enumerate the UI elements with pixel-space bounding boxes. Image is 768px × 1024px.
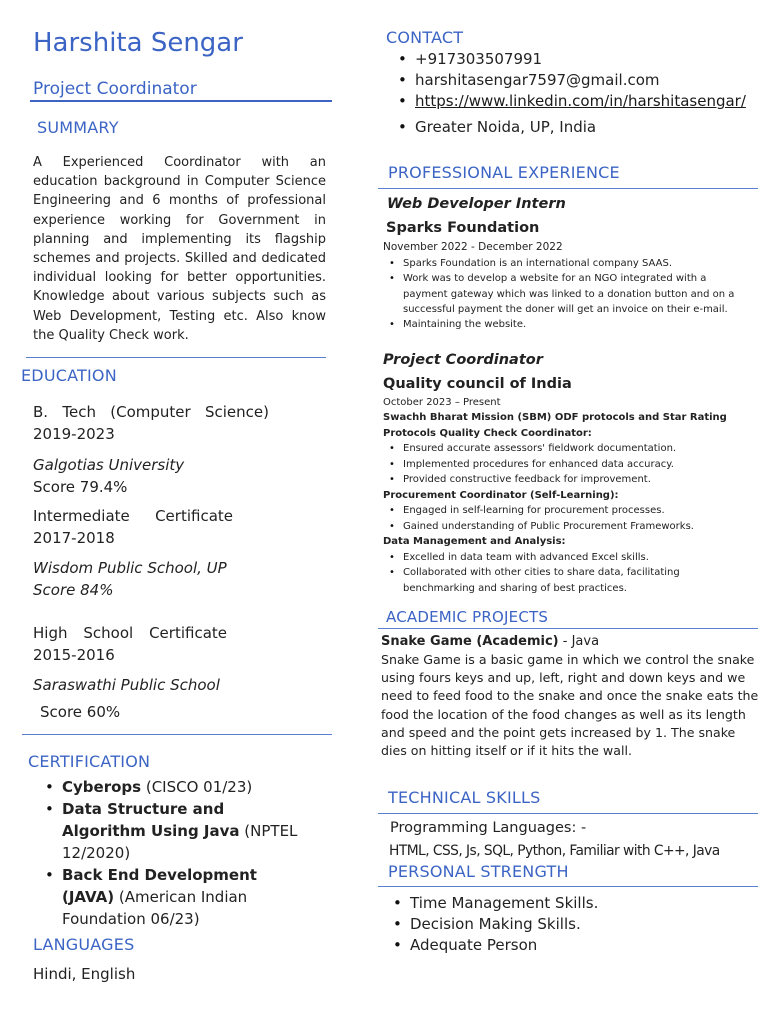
certification-name: Cyberops — [62, 778, 142, 796]
job-group-label: Swachh Bharat Mission (SBM) ODF protocols and Star Rating Protocols Quality Check Coordinator: — [383, 412, 727, 439]
languages-heading: LANGUAGES — [33, 935, 135, 954]
education-heading: EDUCATION — [21, 366, 117, 385]
linkedin-link[interactable]: https://www.linkedin.com/in/harshitasengar/ — [415, 92, 746, 110]
job-dates: November 2022 - December 2022 — [383, 241, 563, 253]
job-bullet: • Collaborated with other cities to share data, facilitating benchmarking and sharing of best practices. — [383, 565, 723, 596]
certification-item — [42, 864, 312, 930]
job-bullet: • Work was to develop a website for an NGO integrated with a payment gateway which was linked to a donation button and on a successful payment the doner will get an invoice on their e-mail. — [383, 271, 753, 317]
job-group-label: Procurement Coordinator (Self-Learning): — [383, 489, 619, 501]
summary-heading: SUMMARY — [37, 118, 119, 137]
certification-name: Back End Development (JAVA) — [62, 866, 257, 906]
contact-location: • Greater Noida, UP, India — [395, 117, 765, 138]
education-degree-name: B. Tech (Computer Science) — [33, 403, 269, 421]
projects-divider — [378, 628, 758, 629]
languages-text: Hindi, English — [33, 965, 136, 983]
summary-text: A Experienced Coordinator with an education background in Computer Science Engineering and 6 months of professional experience working for Government in planning and implementing its flagship schemes and projects. Skilled and dedicated individual looking for better opportunities. Knowledge about various subjects such as Web Development, Testing etc. Also know the Quality Check work. — [33, 155, 326, 343]
education-degree-name: High School Certificate — [33, 624, 227, 642]
strength-heading: PERSONAL STRENGTH — [388, 862, 569, 881]
role-title: Project Coordinator — [33, 79, 197, 99]
education-years: 2015-2016 — [33, 646, 115, 664]
education-years: 2019-2023 — [33, 425, 115, 443]
job-bullet: • Ensured accurate assessors' fieldwork documentation. — [383, 441, 753, 457]
job-bullet: • Engaged in self-learning for procurement processes. — [383, 503, 753, 519]
certification-item — [42, 798, 312, 864]
experience-heading: PROFESSIONAL EXPERIENCE — [388, 163, 620, 182]
job-bullet: • Sparks Foundation is an international company SAAS. — [383, 256, 753, 271]
education-degree — [33, 622, 227, 666]
strength-divider — [378, 886, 758, 887]
education-divider — [22, 734, 332, 735]
project-description: Snake Game is a basic game in which we control the snake using fours keys and up, left, right and down keys and we need to feed food to the snake and once the snake eats the food the location of the food changes as well as its length and speed and the point gets increased by 1. The snake dies on hitting itself or if it hits the wall. — [381, 652, 759, 759]
education-degree — [33, 401, 269, 445]
contact-phone: • +917303507991 — [395, 49, 765, 70]
strength-item: • Adequate Person — [390, 935, 750, 956]
job-company: Sparks Foundation — [386, 220, 540, 236]
certification-detail: (American Indian Foundation 06/23) — [62, 888, 248, 928]
education-score: Score 84% — [33, 581, 114, 599]
education-degree-name: Intermediate Certificate — [33, 507, 233, 525]
job-bullets — [383, 503, 753, 534]
certification-name: Data Structure and Algorithm Using Java — [62, 800, 240, 840]
project-title: Snake Game (Academic) — [381, 634, 559, 649]
contact-list — [395, 49, 765, 138]
job-bullet: • Implemented procedures for enhanced data accuracy. — [383, 457, 753, 473]
education-school-name: Saraswathi Public School — [33, 676, 220, 694]
contact-email: • harshitasengar7597@gmail.com — [395, 70, 765, 91]
job-bullet: • Gained understanding of Public Procurement Frameworks. — [383, 519, 753, 535]
job-bullets — [383, 256, 753, 332]
education-degree — [33, 505, 233, 549]
contact-heading: CONTACT — [386, 28, 464, 47]
project-title-line — [381, 632, 599, 651]
skills-label: Programming Languages: - — [390, 820, 587, 836]
education-school-name: Wisdom Public School, UP — [33, 559, 227, 577]
job-title: Project Coordinator — [383, 352, 543, 368]
project-tech: - Java — [558, 634, 600, 649]
job-bullets — [383, 550, 723, 597]
contact-linkedin-item — [395, 91, 765, 112]
education-school — [33, 454, 184, 498]
job-groups — [383, 410, 753, 596]
job-group-label: Data Management and Analysis: — [383, 536, 566, 547]
certification-detail: (CISCO 01/23) — [141, 778, 253, 796]
skills-divider — [378, 813, 758, 814]
certification-detail: (NPTEL 12/2020) — [62, 822, 298, 862]
job-bullet: • Maintaining the website. — [383, 317, 753, 332]
role-underline — [30, 100, 332, 102]
certification-item — [42, 776, 312, 798]
experience-divider — [378, 188, 758, 189]
skills-list: HTML, CSS, Js, SQL, Python, Familiar with C++, Java — [389, 843, 720, 859]
job-title: Web Developer Intern — [387, 196, 566, 212]
education-score: Score 79.4% — [33, 478, 128, 496]
job-bullet: • Excelled in data team with advanced Excel skills. — [383, 550, 723, 566]
strength-item: • Decision Making Skills. — [390, 914, 750, 935]
education-score: Score 60% — [40, 703, 121, 721]
certification-list — [42, 776, 312, 930]
strength-item: • Time Management Skills. — [390, 893, 750, 914]
summary-divider — [26, 357, 326, 358]
job-bullet: • Provided constructive feedback for improvement. — [383, 472, 753, 488]
strength-list — [390, 893, 750, 956]
job-dates: October 2023 – Present — [383, 397, 501, 408]
candidate-name: Harshita Sengar — [33, 28, 243, 58]
certification-heading: CERTIFICATION — [28, 752, 151, 771]
job-company: Quality council of India — [383, 376, 572, 392]
job-bullets — [383, 441, 753, 488]
projects-heading: ACADEMIC PROJECTS — [386, 608, 549, 626]
education-years: 2017-2018 — [33, 529, 115, 547]
education-school-name: Galgotias University — [33, 456, 185, 474]
skills-heading: TECHNICAL SKILLS — [388, 788, 541, 807]
education-school — [33, 557, 227, 601]
